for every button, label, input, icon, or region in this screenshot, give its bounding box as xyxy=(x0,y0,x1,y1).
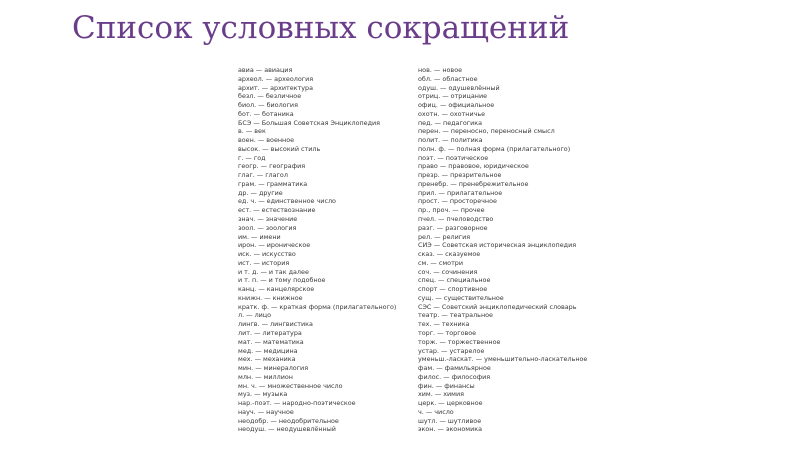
abbreviation-entry: зоол. — зоология xyxy=(238,223,297,232)
abbreviation-entry: торж. — торжественное xyxy=(418,337,501,346)
abbreviation-entry: пчел. — пчеловодство xyxy=(418,215,494,224)
abbreviation-entry: перен. — переносно, переносный смысл xyxy=(418,127,555,136)
abbreviation-entry: биол. — биология xyxy=(238,101,298,110)
abbreviation-entry: тех. — техника xyxy=(418,320,470,329)
abbreviation-entry: лит. — литература xyxy=(238,328,302,337)
abbreviation-list-right xyxy=(418,66,588,434)
abbreviation-entry: офиц. — официальное xyxy=(418,101,495,110)
abbreviation-entry: уменьш.-ласкат. — уменьшительно-ласкательное xyxy=(418,355,588,364)
abbreviation-entry: обл. — областное xyxy=(418,74,478,83)
abbreviation-entry: археол. — археология xyxy=(238,74,314,83)
abbreviation-entry: разг. — разговорное xyxy=(418,223,488,232)
abbreviation-entry: мин. — минералогия xyxy=(238,364,309,373)
abbreviation-entry: геогр. — география xyxy=(238,162,306,171)
abbreviation-entry: рел. — религия xyxy=(418,232,471,241)
abbreviation-entry: иск. — искусство xyxy=(238,250,296,259)
abbreviation-entry: безл. — безличное xyxy=(238,92,302,101)
abbreviation-entry: нар.-поэт. — народно-поэтическое xyxy=(238,399,356,408)
abbreviation-entry: мн. ч. — множественное число xyxy=(238,381,343,390)
abbreviation-entry: архит. — архитектура xyxy=(238,83,314,92)
abbreviation-entry: устар. — устарелое xyxy=(418,346,485,355)
abbreviation-entry: пренебр. — пренебрежительное xyxy=(418,179,529,188)
abbreviation-entry: кратк. ф. — краткая форма (прилагательного) xyxy=(238,302,397,311)
abbreviation-entry: ист. — история xyxy=(238,258,290,267)
abbreviation-entry: презр. — презрительное xyxy=(418,171,502,180)
abbreviation-entry: книжн. — книжное xyxy=(238,293,303,302)
abbreviation-entry: неодуш. — неодушевлённый xyxy=(238,425,336,434)
abbreviation-entry: театр. — театральное xyxy=(418,311,493,320)
abbreviation-entry: ирон. — ироническое xyxy=(238,241,311,250)
abbreviation-list-left xyxy=(238,66,410,434)
abbreviation-entry: авиа — авиация xyxy=(238,66,293,74)
abbreviation-entry: л. — лицо xyxy=(238,311,272,320)
abbreviation-entry: глаг. — глагол xyxy=(238,171,288,180)
abbreviation-entry: сказ. — сказуемое xyxy=(418,250,481,259)
abbreviation-entry: нов. — новое xyxy=(418,66,463,74)
abbreviation-entry: высок. — высокий стиль xyxy=(238,144,321,153)
abbreviation-entry: полит. — политика xyxy=(418,136,483,145)
abbreviation-entry: им. — имени xyxy=(238,232,281,241)
abbreviation-entry: муз. — музыка xyxy=(238,390,288,399)
abbreviation-entry: СЭС — Советский энциклопедический словарь xyxy=(418,302,577,311)
abbreviation-entry: ч. — число xyxy=(418,407,454,416)
abbreviation-entry: спорт — спортивное xyxy=(418,285,488,294)
abbreviation-entry: фам. — фамильярное xyxy=(418,364,491,373)
abbreviation-entry: канц. — канцелярское xyxy=(238,285,315,294)
abbreviation-entry: мед. — медицина xyxy=(238,346,298,355)
abbreviation-entry: ест. — естествознание xyxy=(238,206,316,215)
abbreviation-entry: знач. — значение xyxy=(238,215,298,224)
slide-title: Список условных сокращений xyxy=(72,10,570,46)
abbreviation-entry: пед. — педагогика xyxy=(418,118,483,127)
abbreviation-entry: млн. — миллион xyxy=(238,372,293,381)
abbreviation-entry: и т. д. — и так далее xyxy=(238,267,309,276)
abbreviation-entry: филос. — философия xyxy=(418,372,491,381)
abbreviation-entry: воен. — военное xyxy=(238,136,295,145)
abbreviation-entry: экон. — экономика xyxy=(418,425,483,434)
abbreviation-entry: пр., проч. — прочее xyxy=(418,206,485,215)
abbreviation-entry: шутл. — шутливое xyxy=(418,416,482,425)
abbreviation-entry: отриц. — отрицание xyxy=(418,92,488,101)
abbreviation-entry: право — правовое, юридическое xyxy=(418,162,529,171)
abbreviation-entry: охотн. — охотничье xyxy=(418,109,486,118)
abbreviation-entry: и т. п. — и тому подобное xyxy=(238,276,326,285)
abbreviation-entry: др. — другие xyxy=(238,188,283,197)
abbreviation-entry: бот. — ботаника xyxy=(238,109,294,118)
abbreviation-entry: сущ. — существительное xyxy=(418,293,504,302)
abbreviation-entry: прост. — просторечное xyxy=(418,197,497,206)
abbreviation-entry: хим. — химия xyxy=(418,390,464,399)
abbreviation-entry: торг. — торговое xyxy=(418,328,477,337)
abbreviation-entry: науч. — научное xyxy=(238,407,294,416)
abbreviation-entry: полн. ф. — полная форма (прилагательного) xyxy=(418,144,571,153)
abbreviation-entry: фин. — финансы xyxy=(418,381,475,390)
abbreviation-entry: прил. — прилагательное xyxy=(418,188,503,197)
abbreviation-entry: спец. — специальное xyxy=(418,276,491,285)
abbreviation-entry: БСЭ — Большая Советская Энциклопедия xyxy=(238,118,381,127)
abbreviation-entry: мех. — механика xyxy=(238,355,296,364)
abbreviation-entry: см. — смотри xyxy=(418,258,463,267)
abbreviation-entry: неодобр. — неодобрительное xyxy=(238,416,339,425)
abbreviation-entry: церк. — церковное xyxy=(418,399,483,408)
abbreviation-entry: лингв. — лингвистика xyxy=(238,320,313,329)
abbreviation-entry: ед. ч. — единственное число xyxy=(238,197,336,206)
abbreviation-entry: грам. — грамматика xyxy=(238,179,308,188)
abbreviation-entry: в. — век xyxy=(238,127,266,136)
abbreviation-entry: одуш. — одушевлённый xyxy=(418,83,500,92)
abbreviation-entry: поэт. — поэтическое xyxy=(418,153,489,162)
abbreviation-entry: г. — год xyxy=(238,153,266,162)
abbreviation-entry: соч. — сочинения xyxy=(418,267,478,276)
abbreviation-entry: СИЭ — Советская историческая энциклопедия xyxy=(418,241,577,250)
abbreviation-entry: мат. — математика xyxy=(238,337,304,346)
